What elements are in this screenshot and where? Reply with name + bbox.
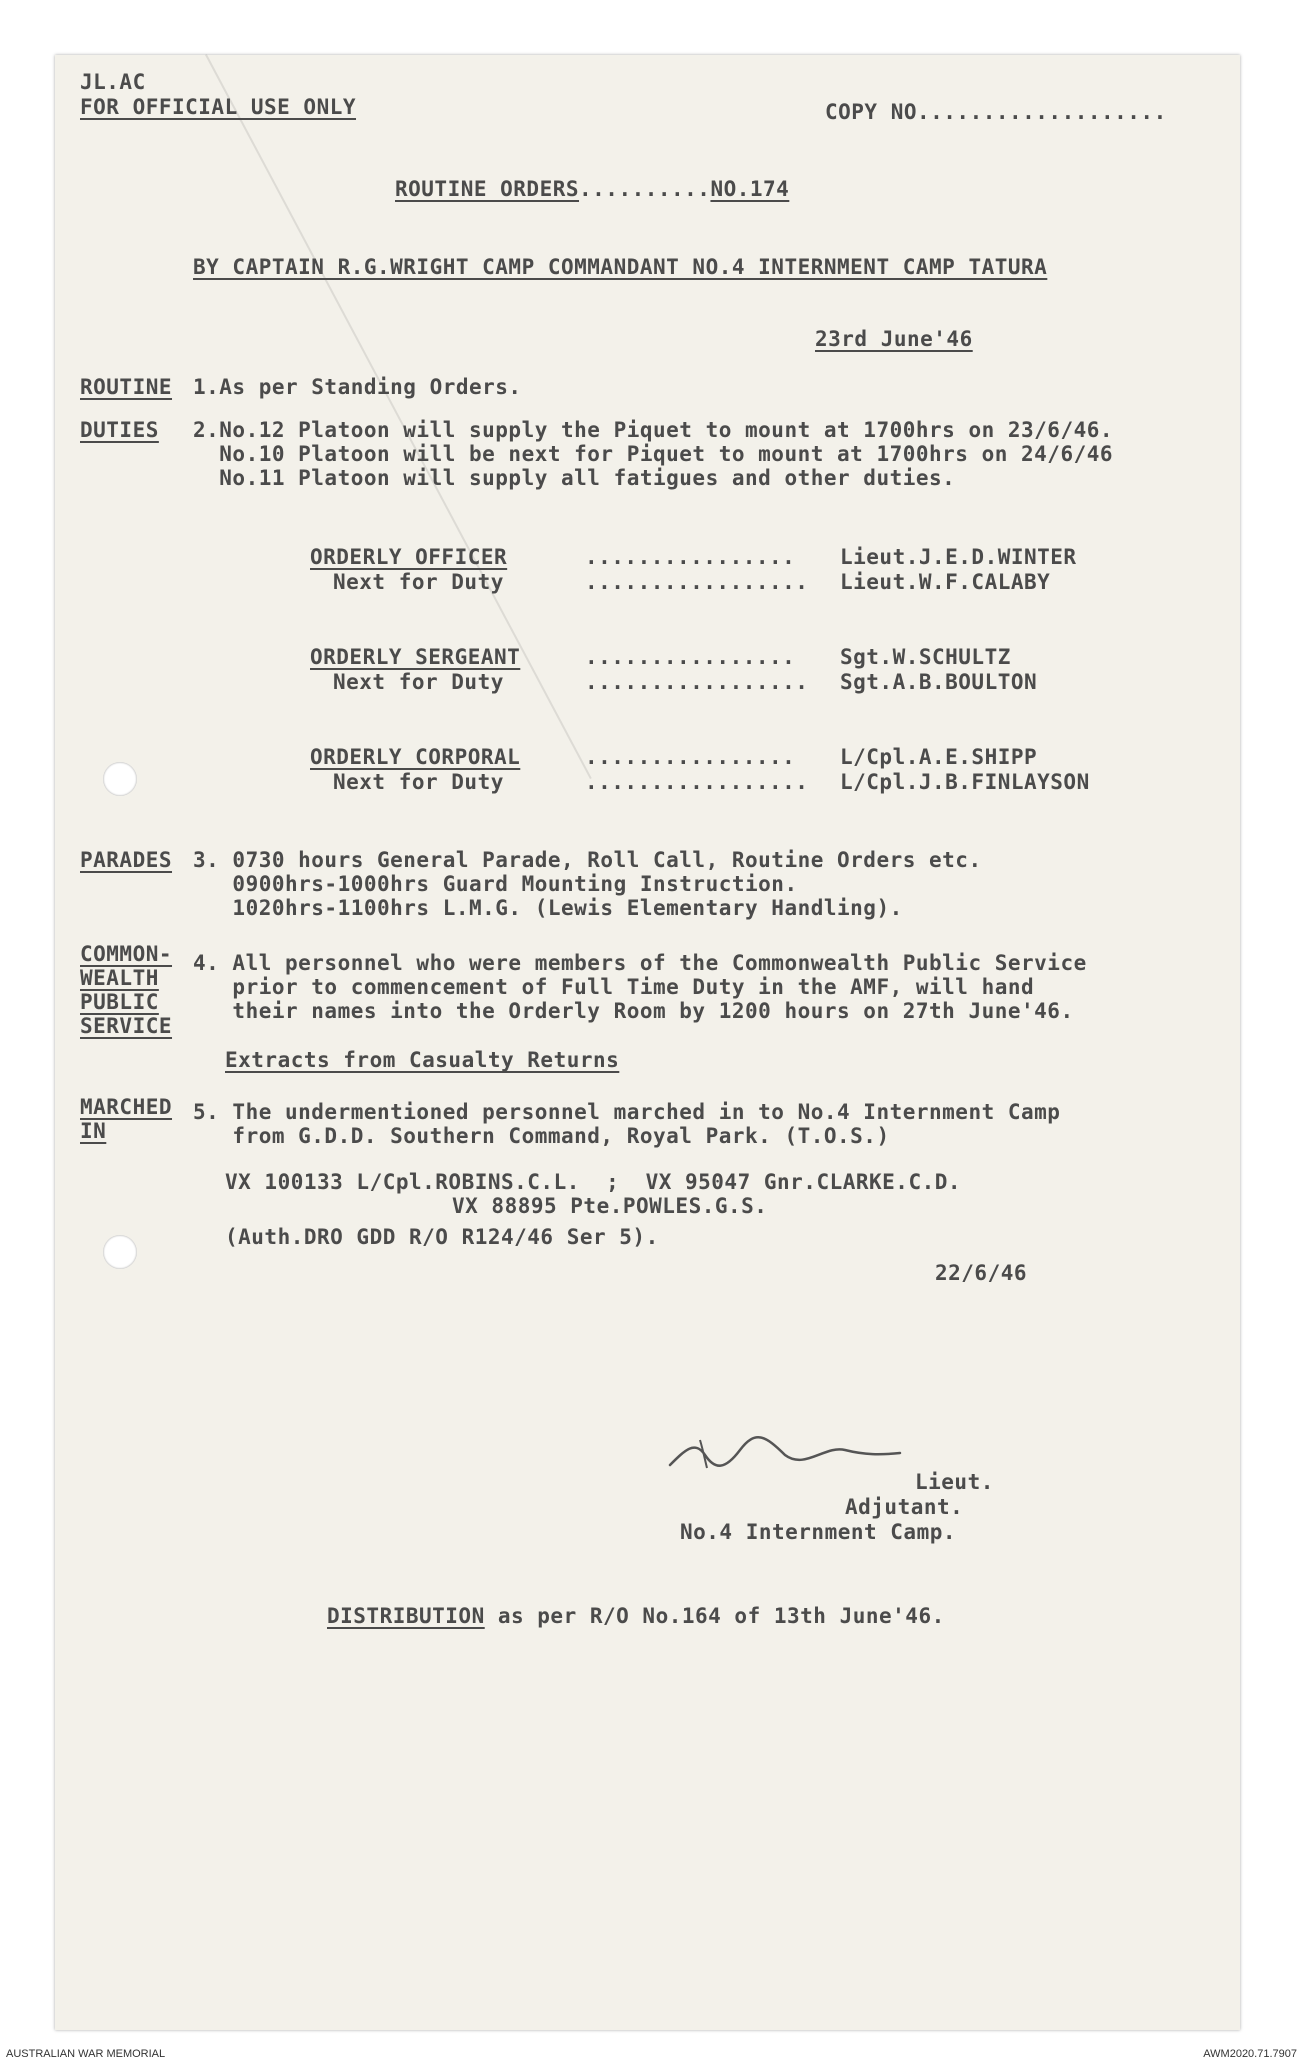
- roster-name: Lieut.J.E.D.WINTER: [840, 545, 1077, 569]
- authority-reference: (Auth.DRO GDD R/O R124/46 Ser 5).: [225, 1225, 659, 1249]
- punch-hole: [103, 1235, 137, 1269]
- reference-code: JL.AC: [80, 70, 146, 94]
- roster-next-name: Lieut.W.F.CALABY: [840, 570, 1051, 594]
- parades-line: 3. 0730 hours General Parade, Roll Call, Routine Orders etc.: [193, 848, 982, 872]
- roster-next-label: Next for Duty: [333, 670, 504, 694]
- duties-line: No.11 Platoon will supply all fatigues and other duties.: [193, 466, 956, 490]
- roster-next-name: Sgt.A.B.BOULTON: [840, 670, 1038, 694]
- commonwealth-label: WEALTH: [80, 966, 159, 990]
- duties-line: No.10 Platoon will be next for Piquet to mount at 1700hrs on 24/6/46: [193, 442, 1114, 466]
- roster-name: Sgt.W.SCHULTZ: [840, 645, 1011, 669]
- archive-credit: AUSTRALIAN WAR MEMORIAL: [6, 2048, 166, 2060]
- marched-in-line: from G.D.D. Southern Command, Royal Park. (T.O.S.): [193, 1124, 890, 1148]
- roster-dots: .................: [585, 570, 809, 594]
- personnel-list: VX 100133 L/Cpl.ROBINS.C.L. ; VX 95047 Gnr.CLARKE.C.D.: [225, 1170, 962, 1194]
- parades-line: 1020hrs-1100hrs L.M.G. (Lewis Elementary Handling).: [193, 896, 903, 920]
- duties-line: 2.No.12 Platoon will supply the Piquet to mount at 1700hrs on 23/6/46.: [193, 418, 1114, 442]
- commonwealth-label: COMMON-: [80, 942, 173, 966]
- roster-dots: ................: [585, 745, 796, 769]
- orders-date: 23rd June'46: [815, 327, 973, 351]
- parades-label: PARADES: [80, 848, 173, 872]
- personnel-list: VX 88895 Pte.POWLES.G.S.: [452, 1194, 768, 1218]
- roster-dots: .................: [585, 770, 809, 794]
- commonwealth-label: PUBLIC: [80, 990, 159, 1014]
- roster-dots: ................: [585, 545, 796, 569]
- signatory-role: Adjutant.: [845, 1495, 964, 1519]
- document-page: [55, 55, 1240, 2030]
- roster-dots: ................: [585, 645, 796, 669]
- issuer-line: BY CAPTAIN R.G.WRIGHT CAMP COMMANDANT NO.4 INTERNMENT CAMP TATURA: [193, 255, 1048, 279]
- roster-name: L/Cpl.A.E.SHIPP: [840, 745, 1038, 769]
- signatory-unit: No.4 Internment Camp.: [680, 1520, 957, 1544]
- orders-title-dots: ..........: [579, 177, 711, 201]
- roster-next-label: Next for Duty: [333, 570, 504, 594]
- casualty-returns-heading: Extracts from Casualty Returns: [225, 1048, 620, 1072]
- signatory-rank: Lieut.: [915, 1470, 994, 1494]
- distribution-text: as per R/O No.164 of 13th June'46.: [484, 1604, 945, 1628]
- roster-role: ORDERLY SERGEANT: [310, 645, 521, 669]
- handwritten-signature: [665, 1420, 905, 1480]
- roster-next-label: Next for Duty: [333, 770, 504, 794]
- copy-number: COPY NO...................: [825, 100, 1167, 124]
- marched-in-label: MARCHED: [80, 1095, 173, 1119]
- marched-in-label: IN: [80, 1119, 107, 1143]
- duties-label: DUTIES: [80, 418, 159, 442]
- roster-role: ORDERLY CORPORAL: [310, 745, 521, 769]
- roster-next-name: L/Cpl.J.B.FINLAYSON: [840, 770, 1090, 794]
- orders-title: [395, 177, 789, 201]
- distribution-label: DISTRIBUTION: [327, 1604, 485, 1628]
- commonwealth-line: their names into the Orderly Room by 1200 hours on 27th June'46.: [193, 999, 1074, 1023]
- distribution-line: [327, 1604, 945, 1628]
- routine-label: ROUTINE: [80, 375, 173, 399]
- roster-dots: .................: [585, 670, 809, 694]
- punch-hole: [103, 762, 137, 796]
- marched-in-line: 5. The undermentioned personnel marched in to No.4 Internment Camp: [193, 1100, 1061, 1124]
- commonwealth-line: 4. All personnel who were members of the Commonwealth Public Service: [193, 951, 1087, 975]
- orders-number: NO.174: [710, 177, 790, 201]
- roster-role: ORDERLY OFFICER: [310, 545, 508, 569]
- routine-text: 1.As per Standing Orders.: [193, 375, 522, 399]
- orders-title-label: ROUTINE ORDERS: [395, 177, 580, 201]
- archive-accession-number: AWM2020.71.7907: [1203, 2048, 1297, 2060]
- entry-date: 22/6/46: [935, 1261, 1028, 1285]
- parades-line: 0900hrs-1000hrs Guard Mounting Instruction.: [193, 872, 798, 896]
- classification-marking: FOR OFFICIAL USE ONLY: [80, 95, 357, 119]
- commonwealth-line: prior to commencement of Full Time Duty in the AMF, will hand: [193, 975, 1035, 999]
- commonwealth-label: SERVICE: [80, 1014, 173, 1038]
